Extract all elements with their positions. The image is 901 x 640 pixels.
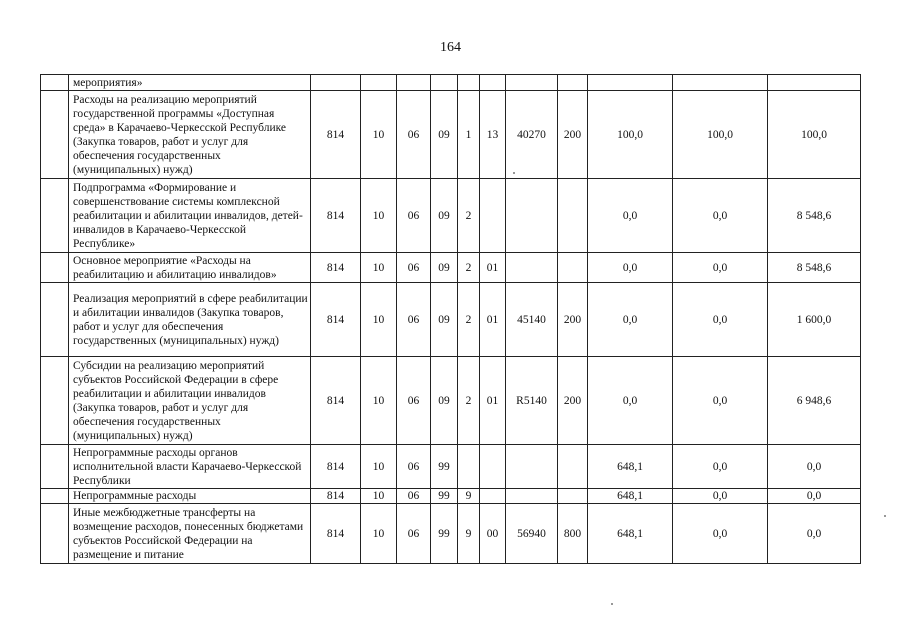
subsection-cell: 06 [397, 357, 431, 445]
value-3-cell: 100,0 [768, 91, 861, 179]
value-3-cell: 8 548,6 [768, 253, 861, 283]
program-cell: 99 [431, 489, 458, 504]
event-cell: 01 [480, 283, 506, 357]
subprogram-cell [458, 75, 480, 91]
value-1-cell: 0,0 [588, 253, 673, 283]
direction-cell [506, 489, 558, 504]
row-number-cell [41, 489, 69, 504]
subsection-cell: 06 [397, 445, 431, 489]
value-3-cell: 6 948,6 [768, 357, 861, 445]
value-2-cell: 100,0 [673, 91, 768, 179]
expense-type-cell: 200 [558, 91, 588, 179]
value-2-cell: 0,0 [673, 445, 768, 489]
value-1-cell: 0,0 [588, 179, 673, 253]
expense-type-cell [558, 253, 588, 283]
direction-cell: 40270 [506, 91, 558, 179]
table-row [41, 91, 861, 179]
program-cell: 09 [431, 283, 458, 357]
direction-cell [506, 253, 558, 283]
row-number-cell [41, 253, 69, 283]
budget-table [40, 74, 861, 564]
expense-type-cell [558, 75, 588, 91]
value-1-cell: 648,1 [588, 445, 673, 489]
event-cell [480, 489, 506, 504]
subprogram-cell: 2 [458, 253, 480, 283]
program-cell: 09 [431, 357, 458, 445]
scan-speck [513, 172, 515, 174]
org-code-cell: 814 [311, 489, 361, 504]
direction-cell: 56940 [506, 504, 558, 564]
expense-name-cell: Непрограммные расходы [69, 489, 311, 504]
value-3-cell: 0,0 [768, 489, 861, 504]
table-row [41, 445, 861, 489]
value-2-cell: 0,0 [673, 504, 768, 564]
row-number-cell [41, 179, 69, 253]
expense-name-cell: Основное мероприятие «Расходы на реабилитацию и абилитацию инвалидов» [69, 253, 311, 283]
value-2-cell: 0,0 [673, 357, 768, 445]
subsection-cell: 06 [397, 283, 431, 357]
subsection-cell: 06 [397, 489, 431, 504]
table-row [41, 504, 861, 564]
section-cell: 10 [361, 504, 397, 564]
direction-cell: 45140 [506, 283, 558, 357]
org-code-cell: 814 [311, 445, 361, 489]
subsection-cell: 06 [397, 504, 431, 564]
table-row [41, 253, 861, 283]
page-number: 164 [440, 40, 461, 55]
event-cell [480, 75, 506, 91]
value-1-cell: 100,0 [588, 91, 673, 179]
direction-cell: R5140 [506, 357, 558, 445]
expense-type-cell: 200 [558, 283, 588, 357]
table-row [41, 357, 861, 445]
value-2-cell: 0,0 [673, 489, 768, 504]
expense-type-cell [558, 489, 588, 504]
value-2-cell: 0,0 [673, 179, 768, 253]
row-number-cell [41, 445, 69, 489]
row-number-cell [41, 504, 69, 564]
subprogram-cell: 2 [458, 357, 480, 445]
expense-name-cell: Иные межбюджетные трансферты на возмещение расходов, понесенных бюджетами субъектов Российской Федерации на размещение и питание [69, 504, 311, 564]
event-cell: 01 [480, 253, 506, 283]
org-code-cell: 814 [311, 253, 361, 283]
expense-name-cell: Реализация мероприятий в сфере реабилитации и абилитации инвалидов (Закупка товаров, работ и услуг для обеспечения государственных (муниципальных) нужд) [69, 283, 311, 357]
event-cell: 00 [480, 504, 506, 564]
expense-type-cell: 200 [558, 357, 588, 445]
scan-speck [884, 515, 886, 517]
org-code-cell: 814 [311, 504, 361, 564]
program-cell: 09 [431, 179, 458, 253]
org-code-cell: 814 [311, 179, 361, 253]
row-number-cell [41, 75, 69, 91]
event-cell [480, 179, 506, 253]
expense-type-cell: 800 [558, 504, 588, 564]
expense-name-cell: Непрограммные расходы органов исполнительной власти Карачаево-Черкесской Республики [69, 445, 311, 489]
program-cell: 09 [431, 91, 458, 179]
value-2-cell: 0,0 [673, 283, 768, 357]
value-3-cell: 1 600,0 [768, 283, 861, 357]
expense-name-cell: Расходы на реализацию мероприятий государственной программы «Доступная среда» в Карачаево-Черкесской Республике (Закупка товаров, работ и услуг для обеспечения государственных (муниципальных) нужд) [69, 91, 311, 179]
table-row [41, 489, 861, 504]
expense-name-cell: Подпрограмма «Формирование и совершенствование системы комплексной реабилитации и абилитации инвалидов, детей-инвалидов в Карачаево-Черкесской Республике» [69, 179, 311, 253]
section-cell: 10 [361, 489, 397, 504]
value-1-cell: 0,0 [588, 357, 673, 445]
direction-cell [506, 75, 558, 91]
section-cell: 10 [361, 179, 397, 253]
expense-type-cell [558, 179, 588, 253]
subprogram-cell: 2 [458, 283, 480, 357]
org-code-cell: 814 [311, 91, 361, 179]
org-code-cell [311, 75, 361, 91]
section-cell: 10 [361, 91, 397, 179]
direction-cell [506, 445, 558, 489]
program-cell: 99 [431, 445, 458, 489]
value-2-cell: 0,0 [673, 253, 768, 283]
table-row [41, 179, 861, 253]
section-cell [361, 75, 397, 91]
org-code-cell: 814 [311, 283, 361, 357]
expense-name-cell: мероприятия» [69, 75, 311, 91]
event-cell: 01 [480, 357, 506, 445]
direction-cell [506, 179, 558, 253]
section-cell: 10 [361, 253, 397, 283]
subsection-cell [397, 75, 431, 91]
subprogram-cell: 2 [458, 179, 480, 253]
expense-type-cell [558, 445, 588, 489]
program-cell: 09 [431, 253, 458, 283]
subprogram-cell: 9 [458, 489, 480, 504]
section-cell: 10 [361, 283, 397, 357]
section-cell: 10 [361, 357, 397, 445]
subprogram-cell [458, 445, 480, 489]
value-1-cell: 648,1 [588, 489, 673, 504]
event-cell: 13 [480, 91, 506, 179]
value-1-cell: 648,1 [588, 504, 673, 564]
value-3-cell: 0,0 [768, 504, 861, 564]
row-number-cell [41, 283, 69, 357]
value-2-cell [673, 75, 768, 91]
event-cell [480, 445, 506, 489]
value-1-cell [588, 75, 673, 91]
row-number-cell [41, 91, 69, 179]
row-number-cell [41, 357, 69, 445]
value-1-cell: 0,0 [588, 283, 673, 357]
org-code-cell: 814 [311, 357, 361, 445]
subsection-cell: 06 [397, 91, 431, 179]
table-row [41, 283, 861, 357]
program-cell [431, 75, 458, 91]
value-3-cell: 8 548,6 [768, 179, 861, 253]
program-cell: 99 [431, 504, 458, 564]
section-cell: 10 [361, 445, 397, 489]
table-row [41, 75, 861, 91]
subprogram-cell: 1 [458, 91, 480, 179]
value-3-cell [768, 75, 861, 91]
subsection-cell: 06 [397, 253, 431, 283]
value-3-cell: 0,0 [768, 445, 861, 489]
expense-name-cell: Субсидии на реализацию мероприятий субъектов Российской Федерации в сфере реабилитации и абилитации инвалидов (Закупка товаров, работ и услуг для обеспечения государственных (муниципальных) нужд) [69, 357, 311, 445]
subprogram-cell: 9 [458, 504, 480, 564]
subsection-cell: 06 [397, 179, 431, 253]
scan-speck [611, 603, 613, 605]
